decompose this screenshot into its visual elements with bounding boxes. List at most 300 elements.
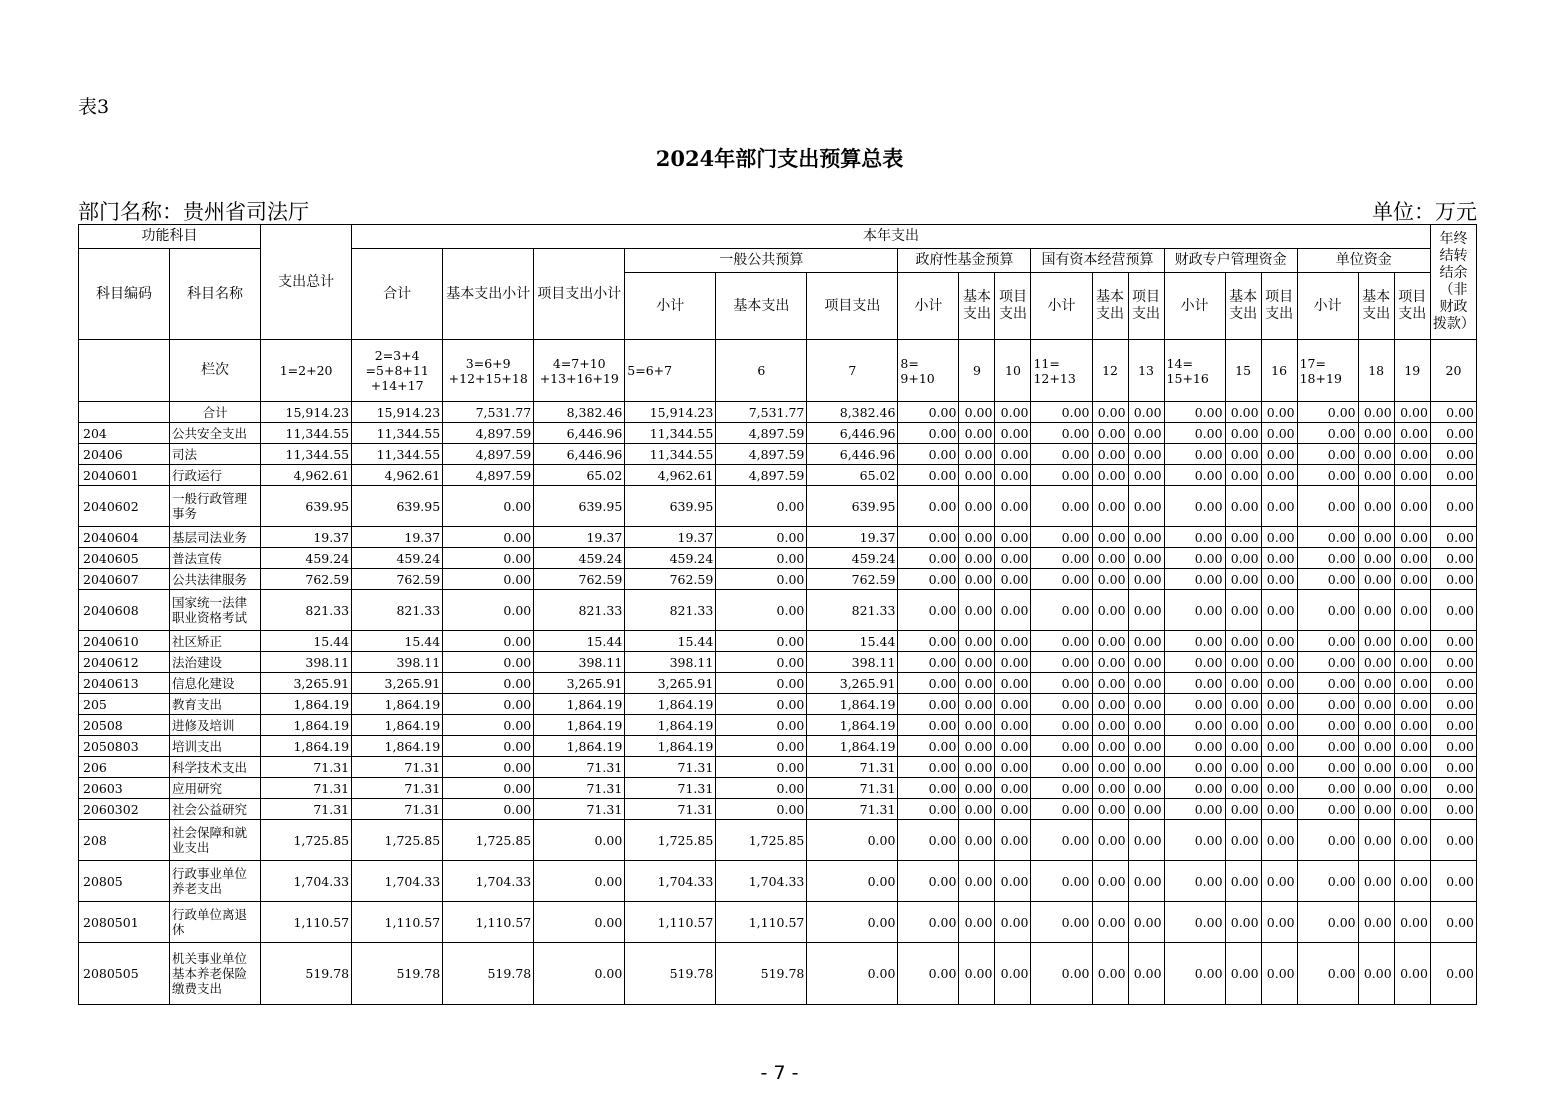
zero-value-cell: 0.00 <box>1358 902 1394 943</box>
zero-value-cell: 0.00 <box>1128 444 1164 465</box>
value-cell: 71.31 <box>625 757 716 778</box>
zero-value-cell: 0.00 <box>898 631 959 652</box>
zero-value-cell: 0.00 <box>1358 799 1394 820</box>
value-cell: 459.24 <box>261 548 352 569</box>
subject-code: 206 <box>79 757 170 778</box>
zero-value-cell: 0.00 <box>1128 465 1164 486</box>
zero-value-cell: 0.00 <box>1358 569 1394 590</box>
zero-value-cell: 0.00 <box>1092 444 1128 465</box>
seq-cell: 7 <box>807 340 898 402</box>
subject-code: 2040602 <box>79 486 170 527</box>
zero-value-cell: 0.00 <box>1164 465 1225 486</box>
subject-code: 2040604 <box>79 527 170 548</box>
value-cell: 6,446.96 <box>534 444 625 465</box>
table-row <box>79 444 1477 465</box>
subject-name: 合计 <box>170 402 261 423</box>
zero-value-cell: 0.00 <box>898 590 959 631</box>
value-cell: 459.24 <box>807 548 898 569</box>
zero-value-cell: 0.00 <box>1394 943 1430 1005</box>
zero-value-cell: 0.00 <box>1164 652 1225 673</box>
zero-value-cell: 0.00 <box>1394 569 1430 590</box>
zero-value-cell: 0.00 <box>1261 861 1297 902</box>
zero-value-cell: 0.00 <box>1092 631 1128 652</box>
zero-value-cell: 0.00 <box>898 444 959 465</box>
value-cell: 0.00 <box>716 486 807 527</box>
subject-name: 法治建设 <box>170 652 261 673</box>
zero-value-cell: 0.00 <box>1031 423 1092 444</box>
value-cell: 0.00 <box>443 799 534 820</box>
value-cell: 519.78 <box>352 943 443 1005</box>
value-cell: 1,864.19 <box>625 694 716 715</box>
value-cell: 65.02 <box>534 465 625 486</box>
zero-value-cell: 0.00 <box>1358 486 1394 527</box>
value-cell: 1,110.57 <box>625 902 716 943</box>
value-cell: 1,864.19 <box>352 736 443 757</box>
zero-value-cell: 0.00 <box>1164 423 1225 444</box>
header-sc-basic: 基本支出 <box>1092 273 1128 340</box>
value-cell: 1,864.19 <box>534 694 625 715</box>
zero-value-cell: 0.00 <box>1430 673 1476 694</box>
subject-name: 信息化建设 <box>170 673 261 694</box>
value-cell: 0.00 <box>443 736 534 757</box>
subject-name: 教育支出 <box>170 694 261 715</box>
zero-value-cell: 0.00 <box>1261 715 1297 736</box>
subject-name: 基层司法业务 <box>170 527 261 548</box>
zero-value-cell: 0.00 <box>1031 486 1092 527</box>
zero-value-cell: 0.00 <box>1128 799 1164 820</box>
table-row <box>79 423 1477 444</box>
seq-cell: 18 <box>1358 340 1394 402</box>
header-uf-subtotal: 小计 <box>1297 273 1358 340</box>
value-cell: 0.00 <box>807 861 898 902</box>
header-code: 科目编码 <box>79 249 170 340</box>
header-func-subject: 功能科目 <box>79 225 261 249</box>
zero-value-cell: 0.00 <box>1297 902 1358 943</box>
zero-value-cell: 0.00 <box>995 861 1031 902</box>
zero-value-cell: 0.00 <box>1225 548 1261 569</box>
zero-value-cell: 0.00 <box>1297 778 1358 799</box>
zero-value-cell: 0.00 <box>1297 444 1358 465</box>
value-cell: 1,864.19 <box>261 736 352 757</box>
zero-value-cell: 0.00 <box>898 715 959 736</box>
value-cell: 4,897.59 <box>716 465 807 486</box>
zero-value-cell: 0.00 <box>1261 778 1297 799</box>
zero-value-cell: 0.00 <box>1031 673 1092 694</box>
zero-value-cell: 0.00 <box>1031 943 1092 1005</box>
table-row <box>79 757 1477 778</box>
seq-cell: 16 <box>1261 340 1297 402</box>
zero-value-cell: 0.00 <box>1128 820 1164 861</box>
value-cell: 71.31 <box>625 799 716 820</box>
zero-value-cell: 0.00 <box>1092 902 1128 943</box>
value-cell: 762.59 <box>807 569 898 590</box>
zero-value-cell: 0.00 <box>1297 736 1358 757</box>
seq-cell: 12 <box>1092 340 1128 402</box>
zero-value-cell: 0.00 <box>1430 799 1476 820</box>
value-cell: 0.00 <box>443 486 534 527</box>
subject-name: 公共安全支出 <box>170 423 261 444</box>
department-name: 部门名称：贵州省司法厅 <box>78 200 309 224</box>
value-cell: 15.44 <box>352 631 443 652</box>
zero-value-cell: 0.00 <box>1261 757 1297 778</box>
value-cell: 0.00 <box>716 590 807 631</box>
header-sf-basic: 基本支出 <box>1225 273 1261 340</box>
zero-value-cell: 0.00 <box>1225 943 1261 1005</box>
zero-value-cell: 0.00 <box>1261 902 1297 943</box>
value-cell: 11,344.55 <box>352 444 443 465</box>
zero-value-cell: 0.00 <box>1297 943 1358 1005</box>
zero-value-cell: 0.00 <box>1092 590 1128 631</box>
value-cell: 71.31 <box>807 799 898 820</box>
subject-name: 培训支出 <box>170 736 261 757</box>
value-cell: 0.00 <box>443 590 534 631</box>
page-title: 2024年部门支出预算总表 <box>655 146 904 171</box>
zero-value-cell: 0.00 <box>1358 527 1394 548</box>
zero-value-cell: 0.00 <box>898 799 959 820</box>
zero-value-cell: 0.00 <box>898 757 959 778</box>
zero-value-cell: 0.00 <box>1164 548 1225 569</box>
zero-value-cell: 0.00 <box>898 673 959 694</box>
value-cell: 0.00 <box>443 694 534 715</box>
zero-value-cell: 0.00 <box>959 757 995 778</box>
value-cell: 3,265.91 <box>534 673 625 694</box>
subject-code: 204 <box>79 423 170 444</box>
zero-value-cell: 0.00 <box>995 715 1031 736</box>
seq-cell: 9 <box>959 340 995 402</box>
zero-value-cell: 0.00 <box>1128 736 1164 757</box>
zero-value-cell: 0.00 <box>959 820 995 861</box>
zero-value-cell: 0.00 <box>1225 902 1261 943</box>
zero-value-cell: 0.00 <box>1358 861 1394 902</box>
value-cell: 639.95 <box>534 486 625 527</box>
zero-value-cell: 0.00 <box>1297 402 1358 423</box>
zero-value-cell: 0.00 <box>1092 799 1128 820</box>
seq-cell: 6 <box>716 340 807 402</box>
zero-value-cell: 0.00 <box>1031 652 1092 673</box>
zero-value-cell: 0.00 <box>1225 861 1261 902</box>
zero-value-cell: 0.00 <box>1164 902 1225 943</box>
value-cell: 4,897.59 <box>443 444 534 465</box>
zero-value-cell: 0.00 <box>898 820 959 861</box>
zero-value-cell: 0.00 <box>959 736 995 757</box>
header-name: 科目名称 <box>170 249 261 340</box>
value-cell: 1,110.57 <box>352 902 443 943</box>
value-cell: 459.24 <box>352 548 443 569</box>
zero-value-cell: 0.00 <box>1031 820 1092 861</box>
zero-value-cell: 0.00 <box>1164 527 1225 548</box>
value-cell: 762.59 <box>261 569 352 590</box>
value-cell: 1,864.19 <box>534 715 625 736</box>
value-cell: 639.95 <box>261 486 352 527</box>
value-cell: 71.31 <box>625 778 716 799</box>
zero-value-cell: 0.00 <box>1297 527 1358 548</box>
subject-name: 行政单位离退休 <box>170 902 261 943</box>
seq-cell: 19 <box>1394 340 1430 402</box>
zero-value-cell: 0.00 <box>1031 861 1092 902</box>
zero-value-cell: 0.00 <box>1430 486 1476 527</box>
value-cell: 19.37 <box>807 527 898 548</box>
value-cell: 0.00 <box>807 943 898 1005</box>
zero-value-cell: 0.00 <box>1297 465 1358 486</box>
zero-value-cell: 0.00 <box>1128 943 1164 1005</box>
value-cell: 71.31 <box>534 778 625 799</box>
subject-code: 20805 <box>79 861 170 902</box>
value-cell: 0.00 <box>716 799 807 820</box>
zero-value-cell: 0.00 <box>1430 402 1476 423</box>
budget-table <box>78 224 1477 1005</box>
value-cell: 0.00 <box>716 631 807 652</box>
zero-value-cell: 0.00 <box>898 527 959 548</box>
zero-value-cell: 0.00 <box>1394 423 1430 444</box>
zero-value-cell: 0.00 <box>959 861 995 902</box>
subject-name: 普法宣传 <box>170 548 261 569</box>
zero-value-cell: 0.00 <box>1164 694 1225 715</box>
zero-value-cell: 0.00 <box>959 673 995 694</box>
zero-value-cell: 0.00 <box>1092 715 1128 736</box>
seq-cell: 4=7+10 +13+16+19 <box>534 340 625 402</box>
zero-value-cell: 0.00 <box>959 569 995 590</box>
zero-value-cell: 0.00 <box>1358 465 1394 486</box>
zero-value-cell: 0.00 <box>1430 715 1476 736</box>
value-cell: 3,265.91 <box>261 673 352 694</box>
zero-value-cell: 0.00 <box>1164 673 1225 694</box>
seq-cell: 2=3+4 =5+8+11 +14+17 <box>352 340 443 402</box>
zero-value-cell: 0.00 <box>1225 527 1261 548</box>
zero-value-cell: 0.00 <box>1430 590 1476 631</box>
zero-value-cell: 0.00 <box>1261 820 1297 861</box>
zero-value-cell: 0.00 <box>898 423 959 444</box>
value-cell: 0.00 <box>443 548 534 569</box>
zero-value-cell: 0.00 <box>1430 465 1476 486</box>
value-cell: 639.95 <box>807 486 898 527</box>
zero-value-cell: 0.00 <box>1092 694 1128 715</box>
subject-code: 2040607 <box>79 569 170 590</box>
value-cell: 0.00 <box>716 569 807 590</box>
zero-value-cell: 0.00 <box>995 402 1031 423</box>
zero-value-cell: 0.00 <box>1394 631 1430 652</box>
zero-value-cell: 0.00 <box>1164 486 1225 527</box>
value-cell: 4,962.61 <box>625 465 716 486</box>
value-cell: 0.00 <box>443 715 534 736</box>
zero-value-cell: 0.00 <box>1092 757 1128 778</box>
value-cell: 1,725.85 <box>352 820 443 861</box>
zero-value-cell: 0.00 <box>1031 715 1092 736</box>
zero-value-cell: 0.00 <box>1225 465 1261 486</box>
zero-value-cell: 0.00 <box>1394 694 1430 715</box>
zero-value-cell: 0.00 <box>1128 423 1164 444</box>
zero-value-cell: 0.00 <box>1031 694 1092 715</box>
subject-code: 208 <box>79 820 170 861</box>
zero-value-cell: 0.00 <box>1297 715 1358 736</box>
table-row <box>79 402 1477 423</box>
zero-value-cell: 0.00 <box>1261 673 1297 694</box>
zero-value-cell: 0.00 <box>898 694 959 715</box>
subject-code: 2040610 <box>79 631 170 652</box>
table-row <box>79 861 1477 902</box>
table-row <box>79 527 1477 548</box>
value-cell: 1,110.57 <box>443 902 534 943</box>
zero-value-cell: 0.00 <box>995 652 1031 673</box>
zero-value-cell: 0.00 <box>1092 820 1128 861</box>
zero-value-cell: 0.00 <box>1394 799 1430 820</box>
zero-value-cell: 0.00 <box>1225 402 1261 423</box>
zero-value-cell: 0.00 <box>1031 631 1092 652</box>
zero-value-cell: 0.00 <box>995 736 1031 757</box>
zero-value-cell: 0.00 <box>1430 631 1476 652</box>
zero-value-cell: 0.00 <box>1031 444 1092 465</box>
zero-value-cell: 0.00 <box>1430 757 1476 778</box>
value-cell: 0.00 <box>443 527 534 548</box>
value-cell: 639.95 <box>352 486 443 527</box>
value-cell: 398.11 <box>625 652 716 673</box>
zero-value-cell: 0.00 <box>1092 736 1128 757</box>
zero-value-cell: 0.00 <box>1297 486 1358 527</box>
value-cell: 0.00 <box>443 631 534 652</box>
value-cell: 639.95 <box>625 486 716 527</box>
value-cell: 0.00 <box>443 757 534 778</box>
zero-value-cell: 0.00 <box>1430 943 1476 1005</box>
zero-value-cell: 0.00 <box>995 820 1031 861</box>
zero-value-cell: 0.00 <box>1394 465 1430 486</box>
value-cell: 0.00 <box>534 902 625 943</box>
zero-value-cell: 0.00 <box>1128 694 1164 715</box>
zero-value-cell: 0.00 <box>1358 778 1394 799</box>
value-cell: 3,265.91 <box>625 673 716 694</box>
header-basic-subtotal: 基本支出小计 <box>443 249 534 340</box>
zero-value-cell: 0.00 <box>1394 736 1430 757</box>
zero-value-cell: 0.00 <box>1128 861 1164 902</box>
zero-value-cell: 0.00 <box>1092 486 1128 527</box>
subject-name: 公共法律服务 <box>170 569 261 590</box>
zero-value-cell: 0.00 <box>898 902 959 943</box>
subject-name: 一般行政管理事务 <box>170 486 261 527</box>
table-row <box>79 486 1477 527</box>
value-cell: 19.37 <box>261 527 352 548</box>
zero-value-cell: 0.00 <box>1358 590 1394 631</box>
table-row <box>79 902 1477 943</box>
zero-value-cell: 0.00 <box>1430 861 1476 902</box>
value-cell: 11,344.55 <box>261 423 352 444</box>
zero-value-cell: 0.00 <box>1031 527 1092 548</box>
value-cell: 821.33 <box>807 590 898 631</box>
zero-value-cell: 0.00 <box>995 673 1031 694</box>
zero-value-cell: 0.00 <box>995 902 1031 943</box>
zero-value-cell: 0.00 <box>1092 423 1128 444</box>
zero-value-cell: 0.00 <box>1394 820 1430 861</box>
subject-code: 2060302 <box>79 799 170 820</box>
value-cell: 0.00 <box>716 694 807 715</box>
zero-value-cell: 0.00 <box>1261 548 1297 569</box>
zero-value-cell: 0.00 <box>1358 402 1394 423</box>
value-cell: 11,344.55 <box>261 444 352 465</box>
value-cell: 398.11 <box>534 652 625 673</box>
zero-value-cell: 0.00 <box>1092 465 1128 486</box>
value-cell: 1,864.19 <box>807 736 898 757</box>
zero-value-cell: 0.00 <box>995 694 1031 715</box>
table-row <box>79 736 1477 757</box>
header-sc-subtotal: 小计 <box>1031 273 1092 340</box>
value-cell: 3,265.91 <box>352 673 443 694</box>
subject-code: 2040613 <box>79 673 170 694</box>
table-row <box>79 548 1477 569</box>
value-cell: 0.00 <box>716 757 807 778</box>
header-state-capital: 国有资本经营预算 <box>1031 249 1164 273</box>
zero-value-cell: 0.00 <box>1394 590 1430 631</box>
zero-value-cell: 0.00 <box>1430 444 1476 465</box>
zero-value-cell: 0.00 <box>1128 569 1164 590</box>
zero-value-cell: 0.00 <box>995 799 1031 820</box>
zero-value-cell: 0.00 <box>1358 652 1394 673</box>
zero-value-cell: 0.00 <box>995 486 1031 527</box>
zero-value-cell: 0.00 <box>1128 902 1164 943</box>
zero-value-cell: 0.00 <box>1430 736 1476 757</box>
subject-name: 科学技术支出 <box>170 757 261 778</box>
value-cell: 71.31 <box>352 757 443 778</box>
value-cell: 821.33 <box>625 590 716 631</box>
zero-value-cell: 0.00 <box>959 715 995 736</box>
value-cell: 0.00 <box>716 548 807 569</box>
budget-table-body <box>79 402 1477 1005</box>
value-cell: 519.78 <box>443 943 534 1005</box>
table-row <box>79 943 1477 1005</box>
value-cell: 15,914.23 <box>625 402 716 423</box>
zero-value-cell: 0.00 <box>959 943 995 1005</box>
zero-value-cell: 0.00 <box>1261 799 1297 820</box>
value-cell: 398.11 <box>807 652 898 673</box>
zero-value-cell: 0.00 <box>1092 402 1128 423</box>
subject-name: 进修及培训 <box>170 715 261 736</box>
zero-value-cell: 0.00 <box>995 778 1031 799</box>
zero-value-cell: 0.00 <box>898 778 959 799</box>
value-cell: 71.31 <box>534 757 625 778</box>
zero-value-cell: 0.00 <box>1164 757 1225 778</box>
zero-value-cell: 0.00 <box>959 465 995 486</box>
zero-value-cell: 0.00 <box>1128 631 1164 652</box>
zero-value-cell: 0.00 <box>1430 820 1476 861</box>
value-cell: 0.00 <box>716 736 807 757</box>
value-cell: 15.44 <box>534 631 625 652</box>
value-cell: 1,704.33 <box>261 861 352 902</box>
value-cell: 71.31 <box>807 778 898 799</box>
header-gf-subtotal: 小计 <box>898 273 959 340</box>
zero-value-cell: 0.00 <box>995 527 1031 548</box>
subject-name: 应用研究 <box>170 778 261 799</box>
zero-value-cell: 0.00 <box>1297 590 1358 631</box>
header-unit-fund: 单位资金 <box>1297 249 1430 273</box>
zero-value-cell: 0.00 <box>959 548 995 569</box>
value-cell: 71.31 <box>352 799 443 820</box>
zero-value-cell: 0.00 <box>1164 715 1225 736</box>
zero-value-cell: 0.00 <box>1225 799 1261 820</box>
value-cell: 1,864.19 <box>625 736 716 757</box>
value-cell: 71.31 <box>261 757 352 778</box>
zero-value-cell: 0.00 <box>959 902 995 943</box>
zero-value-cell: 0.00 <box>1164 631 1225 652</box>
seq-cell: 10 <box>995 340 1031 402</box>
zero-value-cell: 0.00 <box>1164 590 1225 631</box>
value-cell: 71.31 <box>261 778 352 799</box>
zero-value-cell: 0.00 <box>1394 527 1430 548</box>
value-cell: 0.00 <box>716 673 807 694</box>
zero-value-cell: 0.00 <box>1358 631 1394 652</box>
zero-value-cell: 0.00 <box>1225 631 1261 652</box>
value-cell: 762.59 <box>534 569 625 590</box>
zero-value-cell: 0.00 <box>959 631 995 652</box>
table-row <box>79 465 1477 486</box>
value-cell: 15,914.23 <box>352 402 443 423</box>
zero-value-cell: 0.00 <box>898 402 959 423</box>
zero-value-cell: 0.00 <box>1358 943 1394 1005</box>
